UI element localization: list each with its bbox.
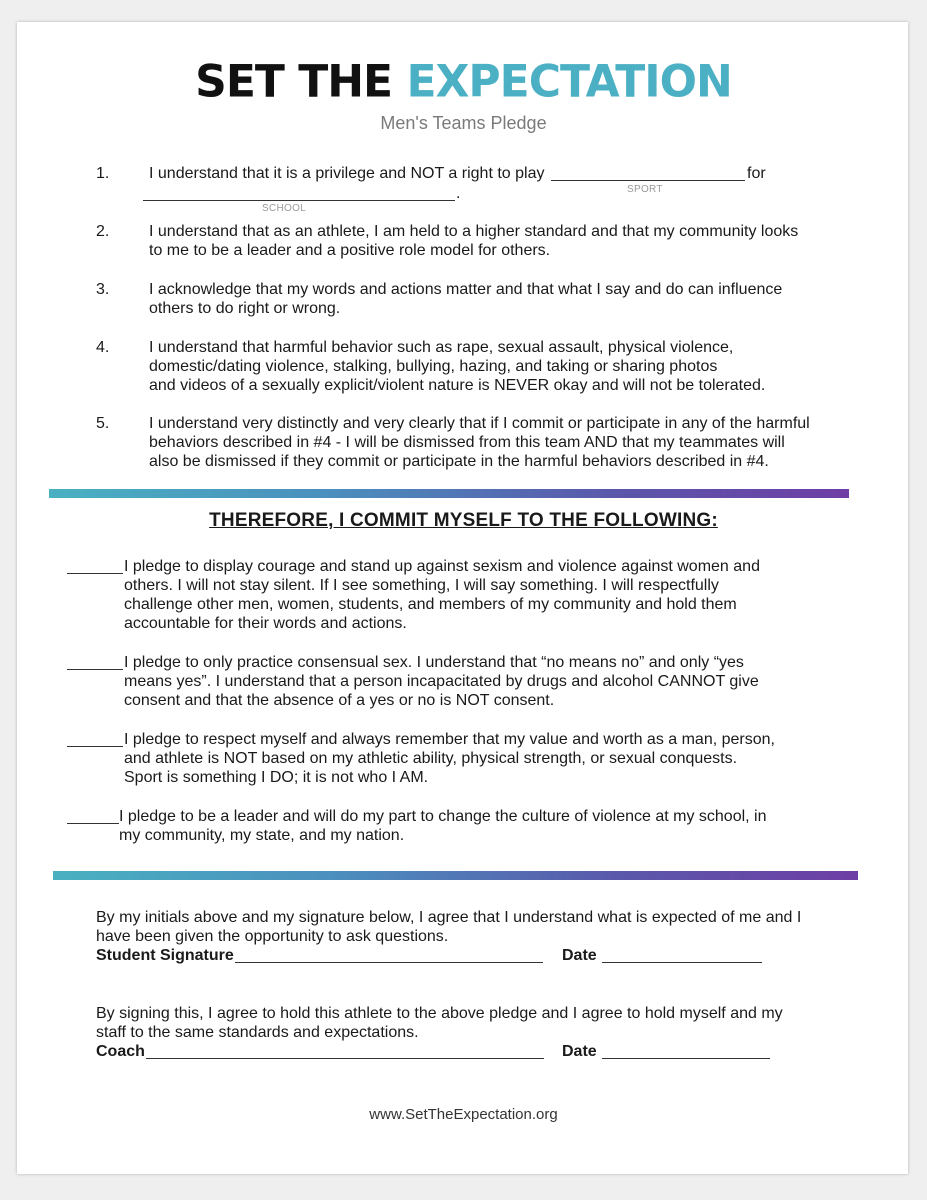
item-number: 4. [96,339,110,356]
item-3-line-1: I acknowledge that my words and actions matter and that what I say and do can influence [149,281,783,298]
page-subtitle: Men's Teams Pledge [380,113,547,133]
pledge-1-line-1: I pledge to display courage and stand up against sexism and violence against women and [124,558,760,575]
logo [0,55,927,108]
pledge-4-line-1: I pledge to be a leader and will do my part to change the culture of violence at my school, in [119,808,767,825]
pledge-4-line-2: my community, my state, and my nation. [119,827,405,844]
logo-word-set-the: SET THE [195,55,393,108]
sport-label: SPORT [627,184,663,195]
pledge-1-line-2: others. I will not stay silent. If I see something, I will say something. I will respectfully [124,577,719,594]
item-5-line-1: I understand very distinctly and very clearly that if I commit or participate in any of the harmful [149,415,810,432]
pledge-1-line-4: accountable for their words and actions. [124,615,407,632]
item-number: 5. [96,415,110,432]
gradient-divider [53,871,858,880]
coach-date-label: Date [562,1043,597,1060]
item-4-line-3: and videos of a sexually explicit/violent nature is NEVER okay and will not be tolerated. [149,377,766,394]
item-number: 3. [96,281,110,298]
pledge-3-line-3: Sport is something I DO; it is not who I AM. [124,769,429,786]
coach-signature-line[interactable] [146,1058,544,1059]
item-2-line-2: to me to be a leader and a positive role model for others. [149,242,551,259]
pledge-initials-blank[interactable] [67,746,123,747]
pledge-2-line-2: means yes”. I understand that a person incapacitated by drugs and alcohol CANNOT give [124,673,759,690]
pledge-2-line-1: I pledge to only practice consensual sex. I understand that “no means no” and only “yes [124,654,744,671]
gradient-divider [49,489,849,498]
item-4-line-2: domestic/dating violence, stalking, bullying, hazing, and taking or sharing photos [149,358,718,375]
pledge-initials-blank[interactable] [67,823,119,824]
item-4-line-1: I understand that harmful behavior such as rape, sexual assault, physical violence, [149,339,734,356]
coach-signature-label: Coach [96,1043,145,1060]
item-5-line-3: also be dismissed if they commit or participate in the harmful behaviors described in #4. [149,453,769,470]
pledge-2-line-3: consent and that the absence of a yes or no is NOT consent. [124,692,555,709]
student-statement-line-2: have been given the opportunity to ask questions. [96,928,449,945]
item-2-line-1: I understand that as an athlete, I am held to a higher standard and that my community looks [149,223,799,240]
coach-statement-line-2: staff to the same standards and expectations. [96,1024,419,1041]
item-number: 1. [96,165,110,182]
student-signature-line[interactable] [235,962,543,963]
school-blank[interactable] [143,200,455,201]
school-label: SCHOOL [262,203,307,214]
footer-url[interactable]: www.SetTheExpectation.org [369,1106,558,1123]
student-signature-label: Student Signature [96,947,234,964]
pledge-3-line-2: and athlete is NOT based on my athletic ability, physical strength, or sexual conquests. [124,750,738,767]
item-5-line-2: behaviors described in #4 - I will be dismissed from this team AND that my teammates will [149,434,785,451]
item-1-for: for [747,165,766,182]
student-date-label: Date [562,947,597,964]
sport-blank[interactable] [551,180,745,181]
item-3-line-2: others to do right or wrong. [149,300,341,317]
item-1-period: . [456,185,461,202]
logo-word-expectation: EXPECTATION [406,55,732,108]
student-date-line[interactable] [602,962,762,963]
student-statement-line-1: By my initials above and my signature below, I agree that I understand what is expected of me and I [96,909,802,926]
pledge-1-line-3: challenge other men, women, students, and members of my community and hold them [124,596,737,613]
pledge-3-line-1: I pledge to respect myself and always remember that my value and worth as a man, person, [124,731,775,748]
coach-statement-line-1: By signing this, I agree to hold this athlete to the above pledge and I agree to hold myself and my [96,1005,783,1022]
item-1-line-1: I understand that it is a privilege and NOT a right to play [149,165,545,182]
coach-date-line[interactable] [602,1058,770,1059]
item-number: 2. [96,223,110,240]
pledge-initials-blank[interactable] [67,573,123,574]
commit-heading: THEREFORE, I COMMIT MYSELF TO THE FOLLOWING: [209,510,718,531]
pledge-initials-blank[interactable] [67,669,123,670]
